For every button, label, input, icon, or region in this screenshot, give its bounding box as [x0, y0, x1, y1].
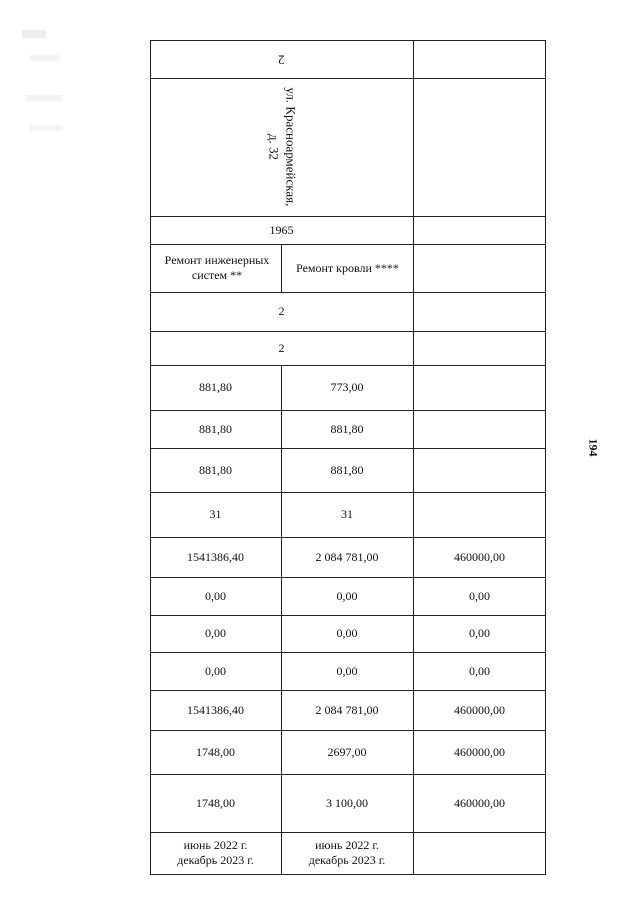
period-cell: июнь 2022 г. декабрь 2023 г.: [308, 838, 386, 867]
table-cell: 881,80: [199, 462, 232, 477]
year-cell: 1965: [269, 222, 294, 237]
scan-artifact: [30, 55, 60, 61]
merged-row: 2: [278, 340, 285, 355]
address-text: ул. Красноармейская, д. 32: [266, 87, 299, 207]
table-cell: 1541386,40: [187, 549, 244, 564]
table-cell: [413, 448, 546, 492]
table-cell: 0,00: [205, 588, 226, 603]
table-cell: 460000,00: [454, 702, 505, 717]
table-cell: 31: [341, 507, 353, 521]
work-type-engineering: Ремонт инженерных систем **: [164, 253, 270, 282]
table-cell: 31: [209, 507, 222, 521]
table-cell: 881,80: [199, 421, 232, 436]
table-cell: 2 084 781,00: [315, 702, 379, 717]
table-cell: 2697,00: [327, 744, 367, 759]
table-cell: 0,00: [336, 588, 358, 603]
scan-artifact: [22, 30, 46, 38]
table-cell: [413, 365, 546, 410]
table-cell: 460000,00: [454, 549, 505, 564]
table-cell: 460000,00: [454, 795, 505, 810]
table-cell: 1541386,40: [187, 702, 244, 717]
column-number: 2: [278, 52, 285, 68]
table-cell: 3 100,00: [326, 795, 368, 810]
table-cell: 0,00: [469, 663, 490, 678]
repair-table: [150, 40, 546, 875]
table-cell: 2 084 781,00: [315, 549, 379, 564]
table-cell: 0,00: [336, 663, 358, 678]
table-cell: 0,00: [469, 588, 490, 603]
page-number: 194: [586, 438, 601, 457]
merged-row: 2: [278, 304, 285, 318]
table-cell: 460000,00: [454, 744, 505, 759]
table-cell: 881,80: [199, 380, 232, 394]
table-cell: 881,80: [330, 462, 364, 477]
work-type-roof: Ремонт кровли ****: [296, 260, 399, 275]
table-cell: 1748,00: [196, 744, 235, 759]
table-cell: 0,00: [205, 663, 226, 678]
scan-artifact: [30, 125, 62, 131]
table-cell: [413, 410, 546, 448]
table-cell: [413, 492, 546, 537]
table-cell: 0,00: [336, 626, 358, 640]
period-cell: июнь 2022 г. декабрь 2023 г.: [177, 838, 254, 867]
table-cell: 773,00: [330, 380, 364, 394]
scan-artifact: [26, 95, 62, 101]
table-cell: 881,80: [330, 421, 364, 436]
address-cell: [150, 78, 413, 216]
table-cell: 0,00: [205, 626, 226, 640]
table-cell: 0,00: [469, 626, 490, 640]
table-cell: 1748,00: [196, 795, 235, 810]
